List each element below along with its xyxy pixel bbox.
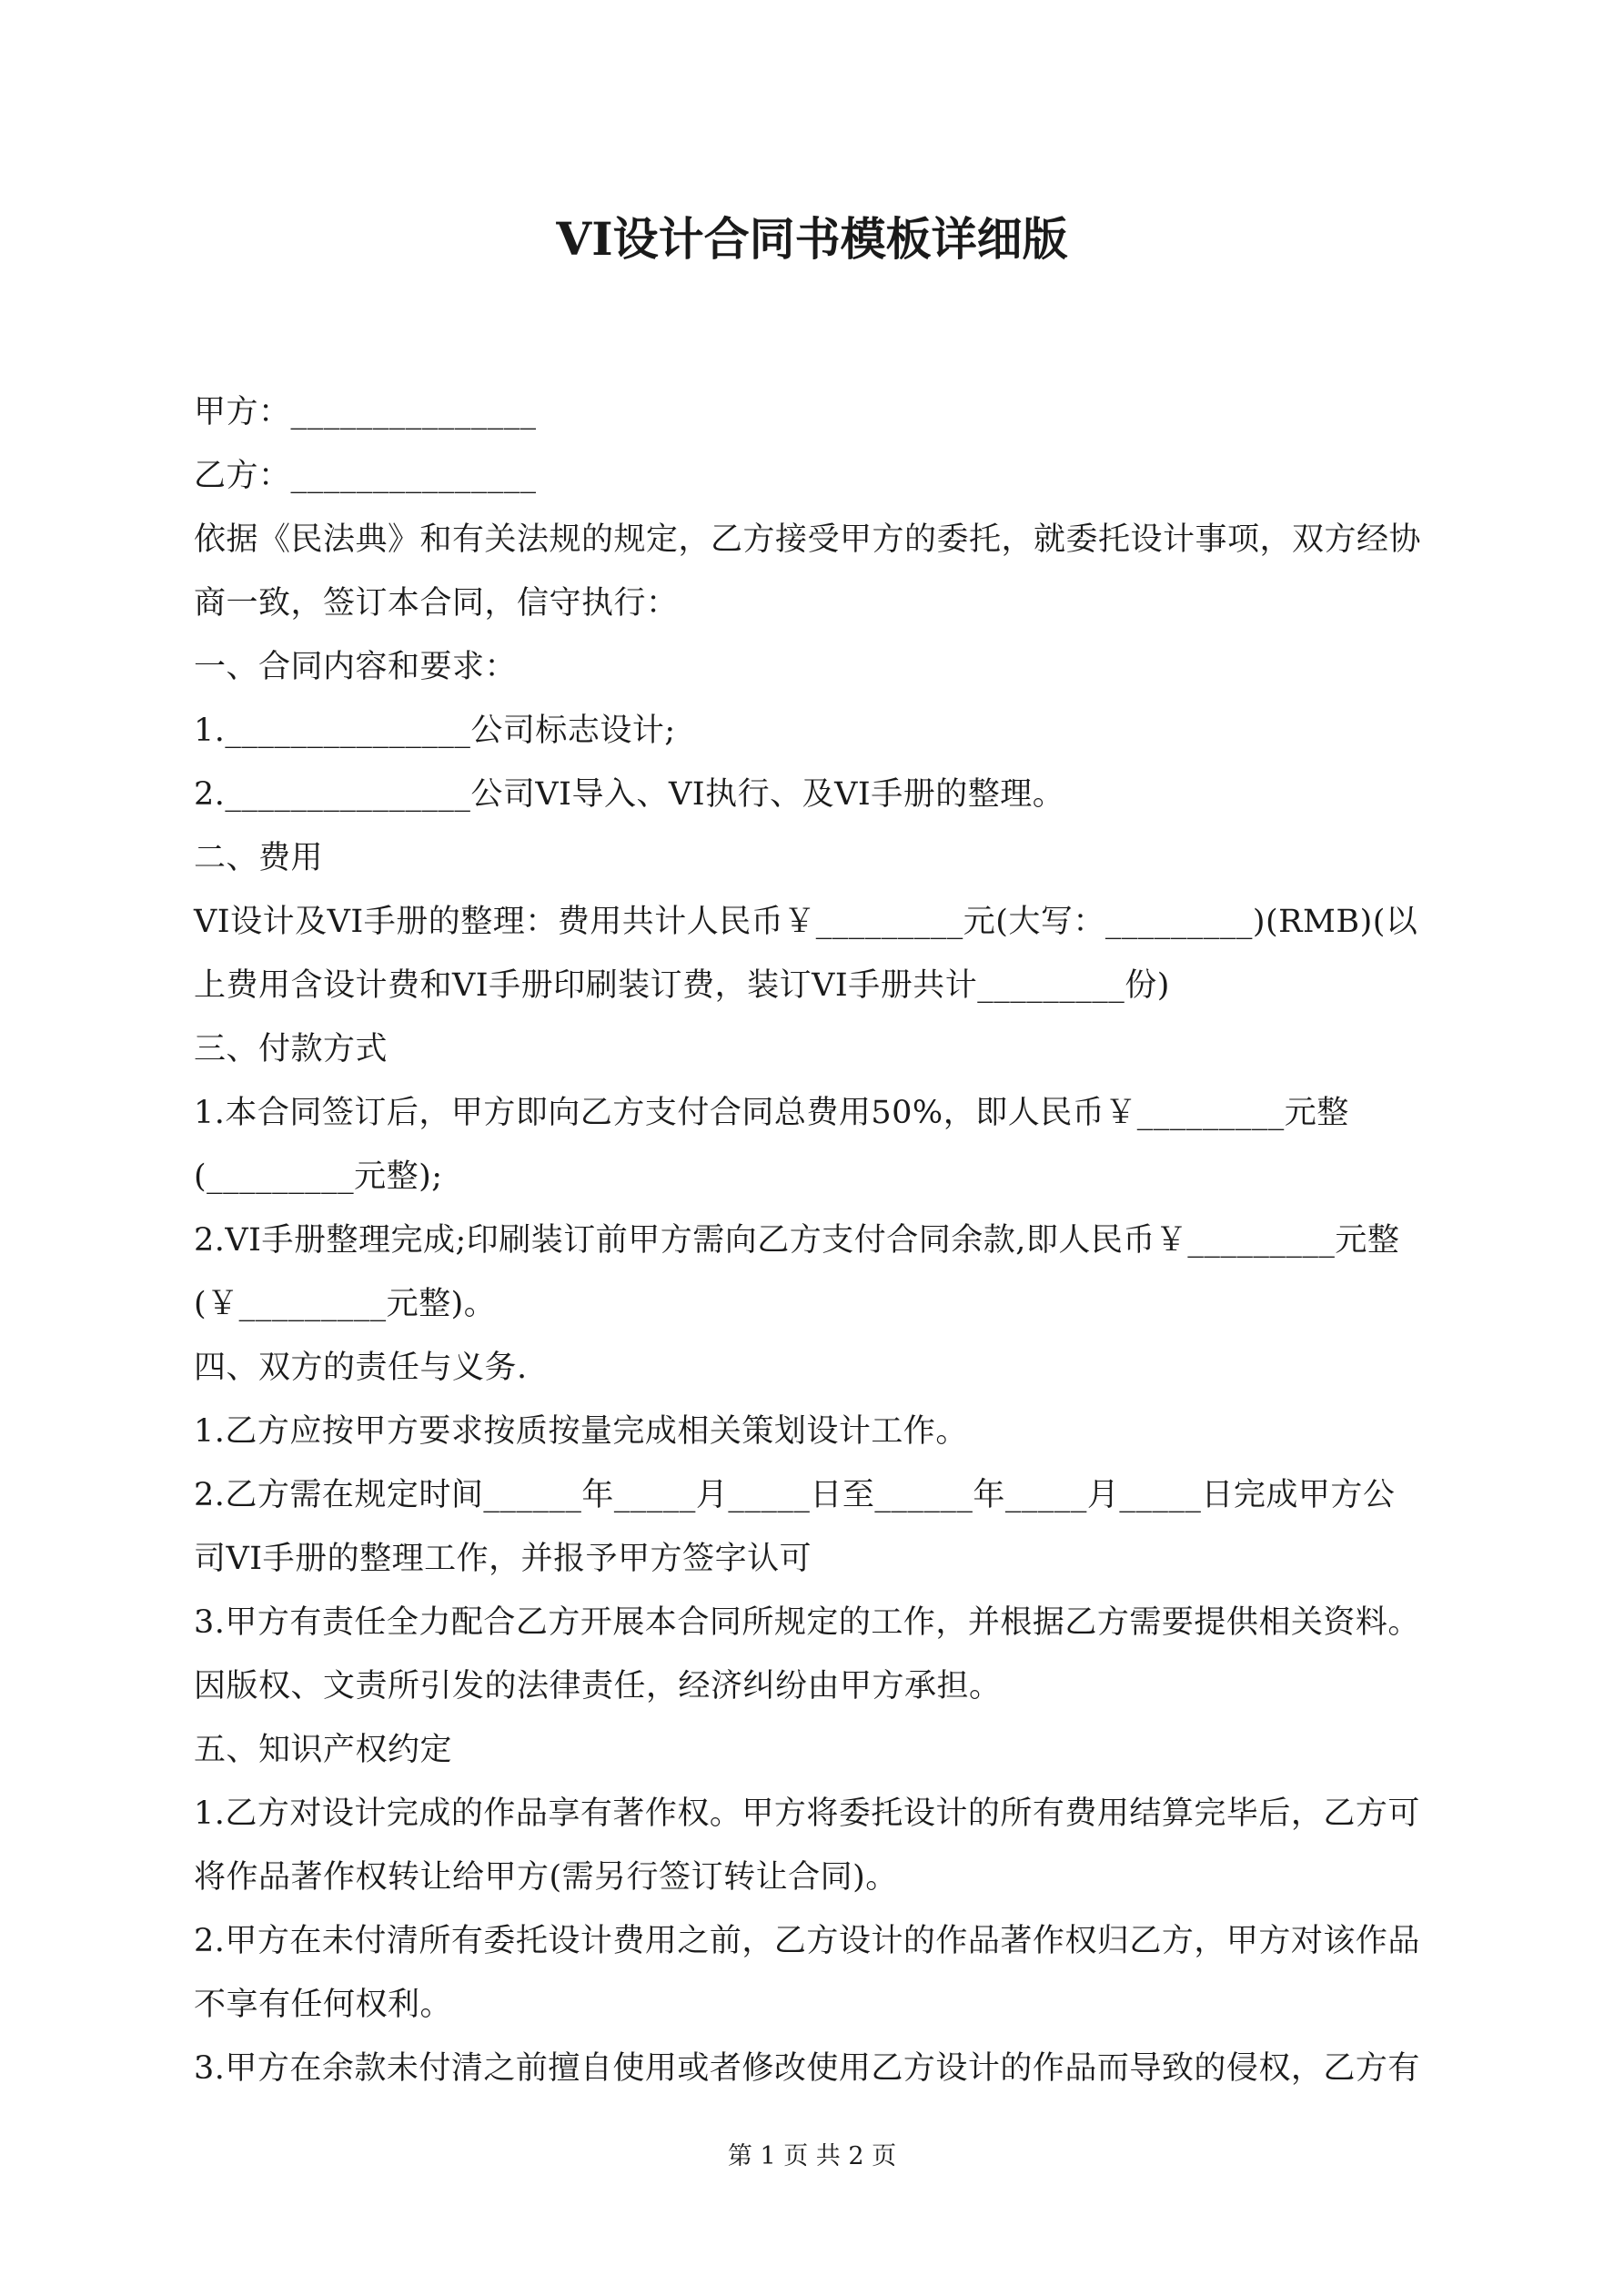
document-title: VI设计合同书模板详细版 [556, 212, 1068, 266]
preamble-line-2: 商一致，签订本合同，信守执行： [194, 585, 679, 622]
ip-item-1-line-2: 将作品著作权转让给甲方(需另行签订转让合同)。 [194, 1859, 898, 1896]
content-item-2: 2._______________公司VI导入、VI执行、及VI手册的整理。 [194, 776, 1065, 813]
content-item-1: 1._______________公司标志设计; [194, 713, 676, 749]
payment-item-1-line-2: (_________元整); [194, 1158, 443, 1195]
section-heading-content: 一、合同内容和要求： [194, 649, 518, 685]
ip-item-1-line-1: 1.乙方对设计完成的作品享有著作权。甲方将委托设计的所有费用结算完毕后，乙方可 [194, 1795, 1420, 1832]
payment-item-2-line-1: 2.VI手册整理完成;印刷装订前甲方需向乙方支付合同余款,即人民币￥_________元整 [194, 1222, 1400, 1259]
duties-item-2-line-1: 2.乙方需在规定时间______年_____月_____日至______年_____月_____日完成甲方公 [194, 1477, 1396, 1513]
duties-item-3-line-2: 因版权、文责所引发的法律责任，经济纠纷由甲方承担。 [194, 1668, 1002, 1704]
duties-item-1: 1.乙方应按甲方要求按质按量完成相关策划设计工作。 [194, 1413, 968, 1450]
duties-item-2-line-2: 司VI手册的整理工作，并报予甲方签字认可 [194, 1541, 812, 1577]
party-b-line: 乙方：_______________ [194, 458, 537, 494]
preamble-line-1: 依据《民法典》和有关法规的规定，乙方接受甲方的委托，就委托设计事项，双方经协 [194, 521, 1422, 558]
payment-item-2-line-2: (￥_________元整)。 [194, 1286, 497, 1322]
fees-line-1: VI设计及VI手册的整理：费用共计人民币￥_________元(大写：_________)(RMB)(以 [194, 904, 1418, 940]
ip-item-2-line-1: 2.甲方在未付清所有委托设计费用之前，乙方设计的作品著作权归乙方，甲方对该作品 [194, 1923, 1420, 1959]
payment-item-1-line-1: 1.本合同签订后，甲方即向乙方支付合同总费用50%，即人民币￥_________元整 [194, 1095, 1349, 1131]
section-heading-fees: 二、费用 [194, 840, 324, 876]
section-heading-payment: 三、付款方式 [194, 1031, 388, 1067]
section-heading-ip: 五、知识产权约定 [194, 1732, 453, 1768]
page-footer: 第 1 页 共 2 页 [727, 2142, 897, 2170]
fees-line-2: 上费用含设计费和VI手册印刷装订费，装订VI手册共计_________份) [194, 967, 1170, 1004]
ip-item-2-line-2: 不享有任何权利。 [194, 1987, 453, 2023]
ip-item-3-line-1: 3.甲方在余款未付清之前擅自使用或者修改使用乙方设计的作品而导致的侵权，乙方有 [194, 2050, 1420, 2087]
section-heading-duties: 四、双方的责任与义务. [194, 1350, 528, 1386]
party-a-line: 甲方：_______________ [194, 394, 537, 430]
duties-item-3-line-1: 3.甲方有责任全力配合乙方开展本合同所规定的工作，并根据乙方需要提供相关资料。 [194, 1604, 1420, 1641]
document-body [194, 380, 1442, 2100]
